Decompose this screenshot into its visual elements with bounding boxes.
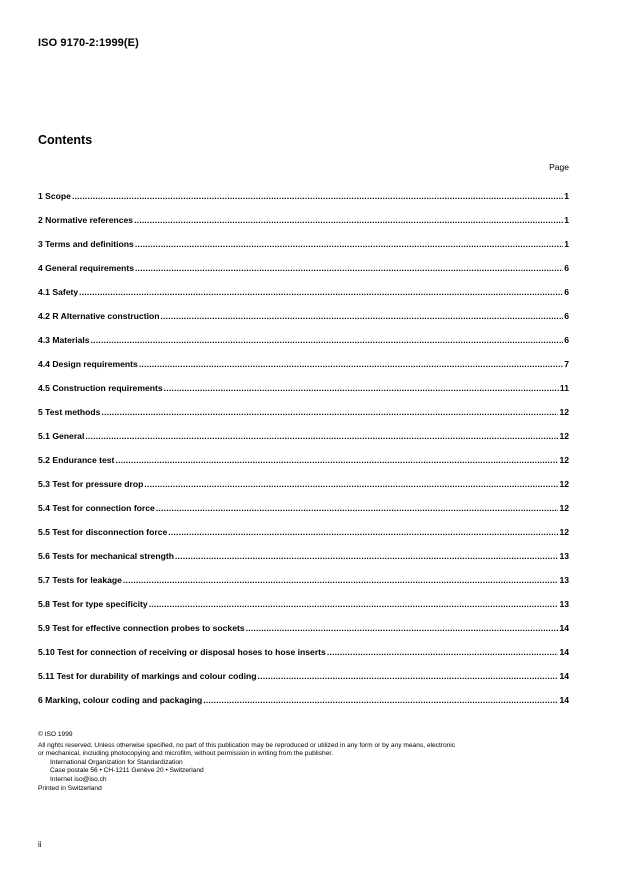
toc-dot-leader [160, 311, 563, 322]
toc-entry-title: 5.2 Endurance test [38, 455, 115, 465]
toc-entry-page: 13 [559, 575, 569, 585]
toc-entry-page: 13 [559, 599, 569, 609]
toc-dot-leader [203, 695, 558, 706]
toc-dot-leader [85, 431, 558, 442]
toc-entry[interactable] [38, 394, 569, 418]
toc-entry[interactable] [38, 538, 569, 562]
toc-entry-title: 5.8 Test for type specificity [38, 599, 148, 609]
toc-entry-title: 6 Marking, colour coding and packaging [38, 695, 203, 705]
toc-entry[interactable] [38, 274, 569, 298]
rights-text-line-1: All rights reserved. Unless otherwise specified, no part of this publication may be reproduced or utilized in any form or by any means, electronic [38, 741, 456, 749]
toc-entry[interactable] [38, 346, 569, 370]
toc-entry-page: 14 [559, 671, 569, 681]
toc-entry-page: 12 [559, 479, 569, 489]
toc-entry-title: 4 General requirements [38, 263, 135, 273]
org-internet: Internet iso@iso.ch [50, 775, 107, 783]
toc-entry[interactable] [38, 226, 569, 250]
toc-entry-title: 5.11 Test for durability of markings and colour coding [38, 671, 257, 681]
toc-entry[interactable] [38, 682, 569, 706]
toc-entry-title: 4.1 Safety [38, 287, 79, 297]
toc-entry-page: 1 [564, 239, 569, 249]
toc-entry-title: 4.2 R Alternative construction [38, 311, 160, 321]
toc-entry-title: 2 Normative references [38, 215, 134, 225]
page-number: ii [38, 840, 42, 849]
toc-entry[interactable] [38, 418, 569, 442]
toc-dot-leader [149, 599, 559, 610]
toc-entry-title: 5 Test methods [38, 407, 101, 417]
toc-entry-title: 5.10 Test for connection of receiving or disposal hoses to hose inserts [38, 647, 326, 657]
toc-dot-leader [123, 575, 559, 586]
toc-entry[interactable] [38, 562, 569, 586]
toc-dot-leader [139, 359, 563, 370]
toc-entry[interactable] [38, 466, 569, 490]
toc-entry[interactable] [38, 298, 569, 322]
toc-entry-title: 5.6 Tests for mechanical strength [38, 551, 174, 561]
toc-entry-page: 1 [564, 191, 569, 201]
toc-entry-page: 6 [564, 263, 569, 273]
toc-dot-leader [246, 623, 559, 634]
toc-entry-title: 4.3 Materials [38, 335, 90, 345]
toc-entry-page: 14 [559, 647, 569, 657]
toc-entry-title: 5.7 Tests for leakage [38, 575, 122, 585]
toc-entry-page: 12 [559, 527, 569, 537]
toc-dot-leader [72, 191, 563, 202]
toc-entry[interactable] [38, 178, 569, 202]
toc-dot-leader [101, 407, 558, 418]
toc-entry[interactable] [38, 442, 569, 466]
org-name: International Organization for Standardization [50, 758, 183, 766]
toc-entry[interactable] [38, 370, 569, 394]
toc-entry-title: 5.3 Test for pressure drop [38, 479, 144, 489]
toc-entry-title: 5.9 Test for effective connection probes to sockets [38, 623, 245, 633]
copyright-line: © ISO 1999 [38, 731, 73, 738]
toc-entry[interactable] [38, 610, 569, 634]
toc-dot-leader [144, 479, 558, 490]
toc-entry[interactable] [38, 634, 569, 658]
toc-entry-page: 11 [559, 383, 569, 393]
toc-entry-page: 1 [564, 215, 569, 225]
toc-dot-leader [258, 671, 559, 682]
toc-entry-page: 12 [559, 431, 569, 441]
toc-entry-page: 6 [564, 311, 569, 321]
toc-entry-page: 14 [559, 695, 569, 705]
toc-dot-leader [134, 215, 563, 226]
toc-dot-leader [115, 455, 558, 466]
toc-entry-page: 6 [564, 287, 569, 297]
toc-entry-title: 4.5 Construction requirements [38, 383, 163, 393]
toc-entry-title: 5.4 Test for connection force [38, 503, 155, 513]
toc-entry-title: 5.1 General [38, 431, 85, 441]
toc-dot-leader [91, 335, 564, 346]
page-column-header: Page [549, 162, 569, 172]
copyright-notice [38, 731, 578, 793]
table-of-contents [38, 178, 569, 706]
toc-entry-title: 1 Scope [38, 191, 71, 201]
toc-dot-leader [327, 647, 559, 658]
toc-entry[interactable] [38, 586, 569, 610]
toc-dot-leader [156, 503, 559, 514]
org-address: Case postale 56 • CH-1211 Genève 20 • Switzerland [50, 767, 204, 775]
toc-entry[interactable] [38, 250, 569, 274]
toc-entry-page: 6 [564, 335, 569, 345]
toc-entry-title: 4.4 Design requirements [38, 359, 138, 369]
toc-dot-leader [135, 263, 563, 274]
rights-text-line-2: or mechanical, including photocopying and microfilm, without permission in writing from the publisher. [38, 750, 334, 758]
toc-entry[interactable] [38, 202, 569, 226]
toc-dot-leader [164, 383, 559, 394]
toc-dot-leader [79, 287, 563, 298]
toc-dot-leader [168, 527, 558, 538]
toc-entry-page: 13 [559, 551, 569, 561]
toc-entry-title: 3 Terms and definitions [38, 239, 134, 249]
document-id: ISO 9170-2:1999(E) [38, 37, 139, 49]
toc-entry-page: 12 [559, 503, 569, 513]
toc-entry-title: 5.5 Test for disconnection force [38, 527, 168, 537]
contents-title: Contents [38, 133, 93, 147]
toc-entry-page: 14 [559, 623, 569, 633]
toc-dot-leader [135, 239, 563, 250]
toc-entry-page: 7 [564, 359, 569, 369]
toc-entry[interactable] [38, 322, 569, 346]
printed-in: Printed in Switzerland [38, 784, 102, 792]
toc-entry[interactable] [38, 658, 569, 682]
toc-entry[interactable] [38, 514, 569, 538]
toc-dot-leader [175, 551, 558, 562]
toc-entry-page: 12 [559, 455, 569, 465]
toc-entry[interactable] [38, 490, 569, 514]
toc-entry-page: 12 [559, 407, 569, 417]
